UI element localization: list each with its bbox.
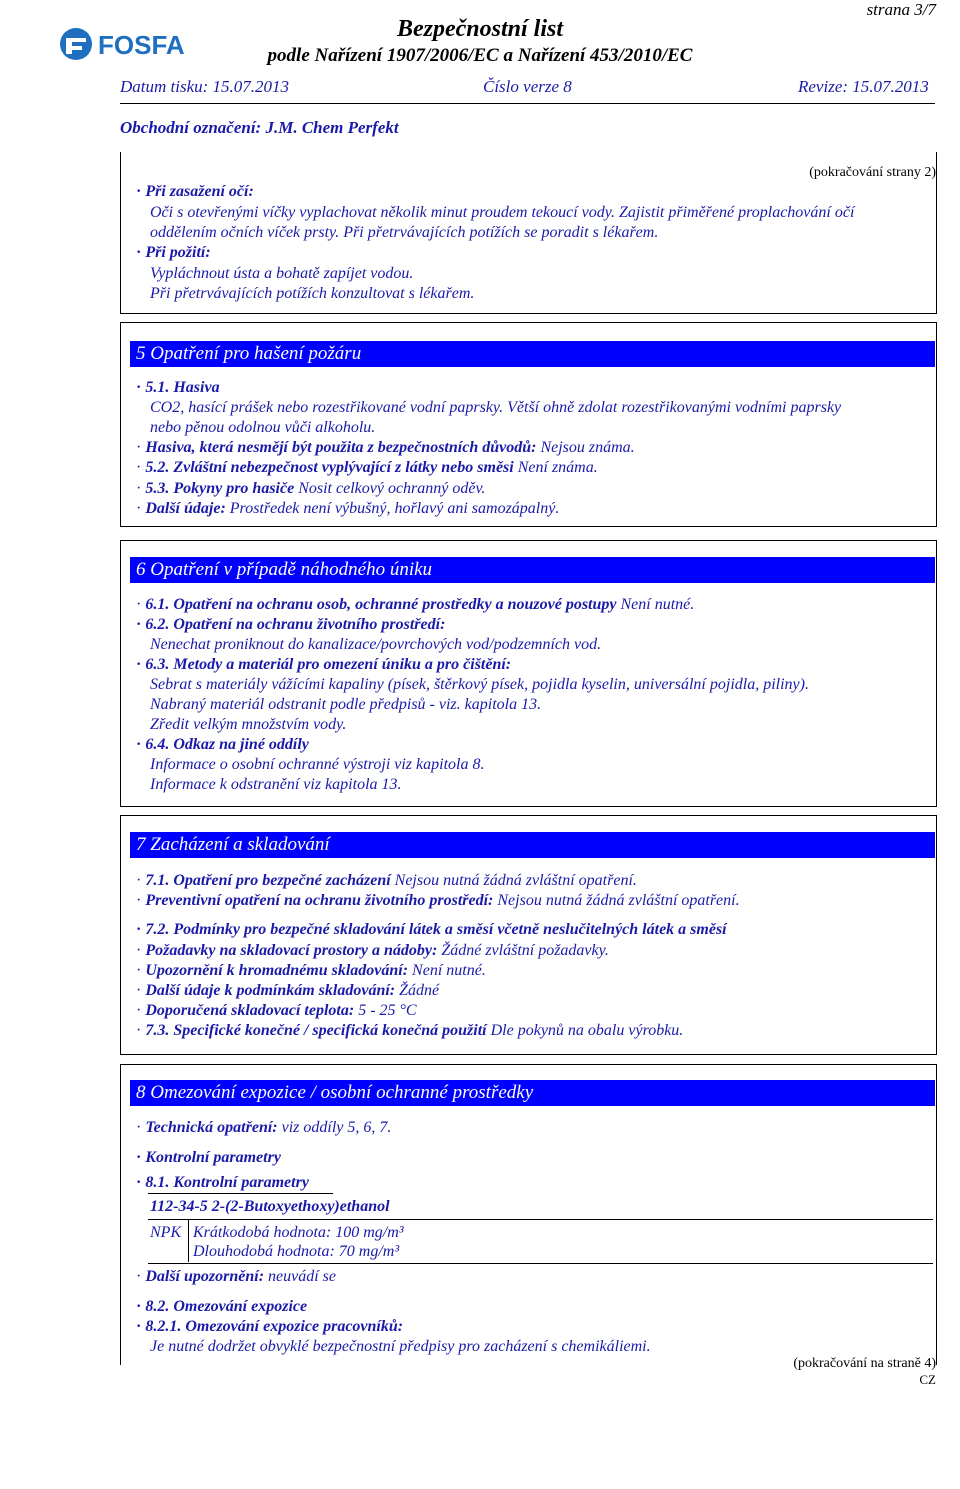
s4-line: oddělením očních víček prsty. Při přetrvávajících potížích se poradit s lékařem. xyxy=(150,224,659,241)
section-6-title: 6 Opatření v případě náhodného úniku xyxy=(130,557,935,583)
divider xyxy=(148,1263,933,1264)
s8-line: · 8.1. Kontrolní parametry xyxy=(136,1174,309,1191)
section-8-title: 8 Omezování expozice / osobní ochranné prostředky xyxy=(130,1080,935,1106)
s4-line: Vypláchnout ústa a bohatě zapíjet vodou. xyxy=(150,265,414,282)
s4-line: Při přetrvávajících potížích konzultovat s lékařem. xyxy=(150,285,475,302)
s6-line: Nabraný materiál odstranit podle předpisů - viz. kapitola 13. xyxy=(150,696,542,713)
s5-line: CO2, hasící prášek nebo rozestřikované vodní paprsky. Větší ohně zdolat rozestřikovanými vodními paprsky xyxy=(150,399,842,416)
s4-line: · Při požití: xyxy=(136,244,211,261)
npk-short-term: Krátkodobá hodnota: 100 mg/m³ xyxy=(193,1224,404,1241)
page-number: strana 3/7 xyxy=(866,0,936,19)
document-title: Bezpečnostní list xyxy=(396,16,564,42)
s7-line: · Požadavky na skladovací prostory a nádoby: Žádné zvláštní požadavky. xyxy=(136,942,609,959)
divider xyxy=(148,1219,933,1220)
npk-divider xyxy=(188,1220,189,1262)
page-header xyxy=(0,0,960,140)
s5-line: · 5.2. Zvláštní nebezpečnost vyplývající z látky nebo směsi Není známa. xyxy=(136,459,598,476)
s6-line: · 6.4. Odkaz na jiné oddíly xyxy=(136,736,309,753)
s8-line: · Technická opatření: viz oddíly 5, 6, 7. xyxy=(136,1119,392,1136)
header-divider xyxy=(120,103,935,104)
version-number: Číslo verze 8 xyxy=(483,77,572,96)
s6-line: · 6.1. Opatření na ochranu osob, ochranné prostředky a nouzové postupy Není nutné. xyxy=(136,596,695,613)
document-subtitle: podle Nařízení 1907/2006/EC a Nařízení 453/2010/EC xyxy=(267,45,693,66)
s7-line: · Preventivní opatření na ochranu životního prostředí: Nejsou nutná žádná zvláštní opatření. xyxy=(136,892,740,909)
substance-name: 112-34-5 2-(2-Butoxyethoxy)ethanol xyxy=(150,1198,390,1215)
s7-line: · Další údaje k podmínkám skladování: Žádné xyxy=(136,982,440,999)
s5-line: · Další údaje: Prostředek není výbušný, hořlavý ani samozápalný. xyxy=(136,500,560,517)
continuation-bottom: (pokračování na straně 4) xyxy=(793,1356,936,1371)
revision-date: Revize: 15.07.2013 xyxy=(798,77,929,96)
s4-line: Oči s otevřenými víčky vyplachovat několik minut proudem tekoucí vody. Zajistit přiměřené proplachování očí xyxy=(150,204,855,221)
language-code: CZ xyxy=(919,1372,936,1387)
s6-line: Sebrat s materiály vážícími kapaliny (písek, štěrkový písek, pojidla kyselin, universální pojidla, piliny). xyxy=(150,676,809,693)
s5-line: · Hasiva, která nesmějí být použita z bezpečnostních důvodů: Nejsou známa. xyxy=(136,439,635,456)
logo-text: FOSFA xyxy=(98,30,185,60)
continuation-top: (pokračování strany 2) xyxy=(809,165,936,180)
s6-line: Zředit velkým množstvím vody. xyxy=(150,716,347,733)
s6-line: Informace o osobní ochranné výstroji viz kapitola 8. xyxy=(150,756,485,773)
s8-line: · Kontrolní parametry xyxy=(136,1149,281,1166)
s5-line: · 5.1. Hasiva xyxy=(136,379,220,396)
print-date: Datum tisku: 15.07.2013 xyxy=(120,77,290,96)
s7-line: · 7.2. Podmínky pro bezpečné skladování látek a směsí včetně neslučitelných látek a směsí xyxy=(136,921,727,938)
s6-line: Nenechat proniknout do kanalizace/povrchových vod/podzemních vod. xyxy=(150,636,602,653)
trade-name: Obchodní označení: J.M. Chem Perfekt xyxy=(120,118,399,137)
npk-label: NPK xyxy=(150,1224,182,1241)
section-7-title: 7 Zacházení a skladování xyxy=(130,832,935,858)
s8-line: · Další upozornění: neuvádí se xyxy=(136,1268,337,1285)
npk-long-term: Dlouhodobá hodnota: 70 mg/m³ xyxy=(193,1243,400,1260)
s5-line: · 5.3. Pokyny pro hasiče Nosit celkový ochranný oděv. xyxy=(136,480,486,497)
s7-line: · 7.1. Opatření pro bezpečné zacházení Nejsou nutná žádná zvláštní opatření. xyxy=(136,872,637,889)
s7-line: · Doporučená skladovací teplota: 5 - 25 °C xyxy=(136,1002,417,1019)
s5-line: nebo pěnou odolnou vůči alkoholu. xyxy=(150,419,376,436)
s6-line: · 6.2. Opatření na ochranu životního prostředí: xyxy=(136,616,446,633)
s7-line: · 7.3. Specifické konečné / specifická konečná použití Dle pokynů na obalu výrobku. xyxy=(136,1022,684,1039)
s6-line: Informace k odstranění viz kapitola 13. xyxy=(150,776,402,793)
divider xyxy=(148,1193,333,1194)
s4-line: · Při zasažení očí: xyxy=(136,183,254,200)
s8-line: Je nutné dodržet obvyklé bezpečnostní předpisy pro zacházení s chemikáliemi. xyxy=(150,1338,651,1355)
s6-line: · 6.3. Metody a materiál pro omezení úniku a pro čištění: xyxy=(136,656,512,673)
s7-line: · Upozornění k hromadnému skladování: Není nutné. xyxy=(136,962,486,979)
s8-line: · 8.2.1. Omezování expozice pracovníků: xyxy=(136,1318,404,1335)
section-5-title: 5 Opatření pro hašení požáru xyxy=(130,341,935,367)
s8-line: · 8.2. Omezování expozice xyxy=(136,1298,308,1315)
